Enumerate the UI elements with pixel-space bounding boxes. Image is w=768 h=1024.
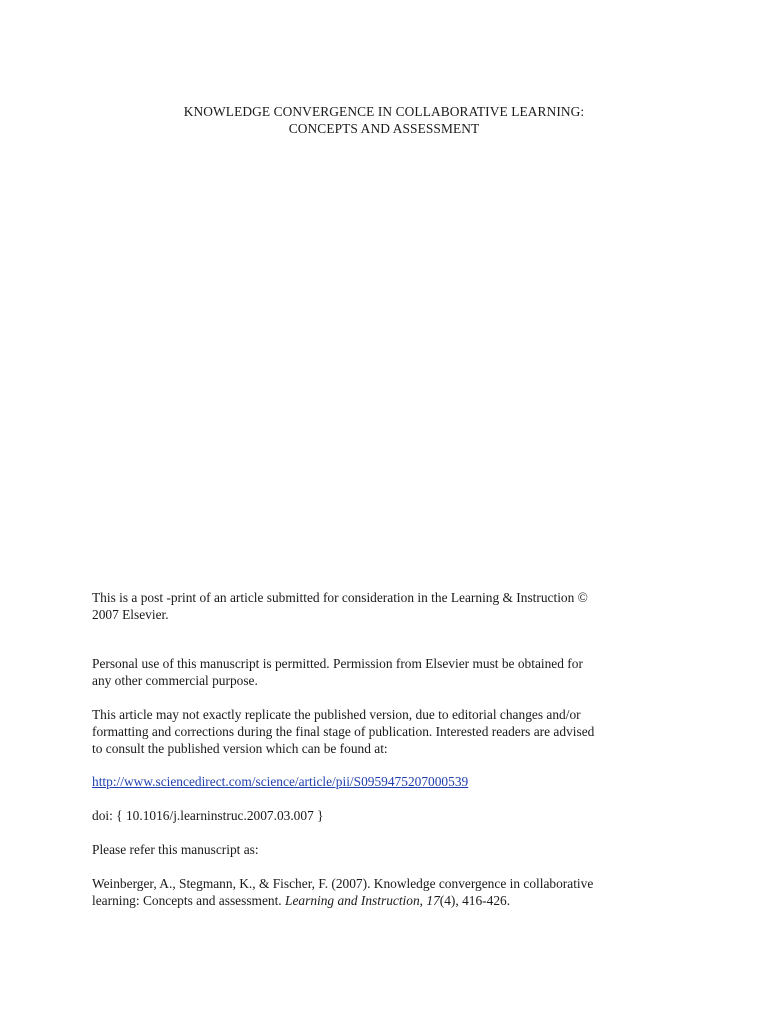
replication-line-2: formatting and corrections during the final stage of publication. Interested readers are advised xyxy=(92,724,595,739)
article-url-paragraph xyxy=(92,773,468,790)
refer-text: Please refer this manuscript as: xyxy=(92,842,259,857)
document-title xyxy=(0,103,768,137)
citation-journal: Learning and Instruction xyxy=(285,893,420,908)
replication-line-3: to consult the published version which can be found at: xyxy=(92,741,388,756)
citation-volume: 17 xyxy=(426,893,440,908)
doi-text: doi: { 10.1016/j.learninstruc.2007.03.007 } xyxy=(92,808,324,823)
replication-line-1: This article may not exactly replicate the published version, due to editorial changes and/or xyxy=(92,707,581,722)
article-url-link[interactable]: http://www.sciencedirect.com/science/article/pii/S0959475207000539 xyxy=(92,774,469,789)
copyright-notice-line-2: 2007 Elsevier. xyxy=(92,607,169,622)
personal-use-notice xyxy=(92,655,583,689)
citation xyxy=(92,875,593,909)
citation-line-1: Weinberger, A., Stegmann, K., & Fischer, F. (2007). Knowledge convergence in collaborative xyxy=(92,876,594,891)
personal-use-line-1: Personal use of this manuscript is permitted. Permission from Elsevier must be obtained for xyxy=(92,656,583,671)
personal-use-line-2: any other commercial purpose. xyxy=(92,673,258,688)
citation-title-part: learning: Concepts and assessment. xyxy=(92,893,286,908)
replication-notice xyxy=(92,706,594,757)
title-line-1: KNOWLEDGE CONVERGENCE IN COLLABORATIVE LEARNING: xyxy=(183,104,585,119)
citation-line-2 xyxy=(92,892,593,909)
copyright-notice xyxy=(92,589,588,623)
copyright-notice-line-1: This is a post -print of an article submitted for consideration in the Learning & Instruction © xyxy=(92,590,588,605)
citation-separator: , xyxy=(419,893,427,908)
title-line-2: CONCEPTS AND ASSESSMENT xyxy=(288,121,480,136)
citation-pages: (4), 416-426. xyxy=(439,893,511,908)
